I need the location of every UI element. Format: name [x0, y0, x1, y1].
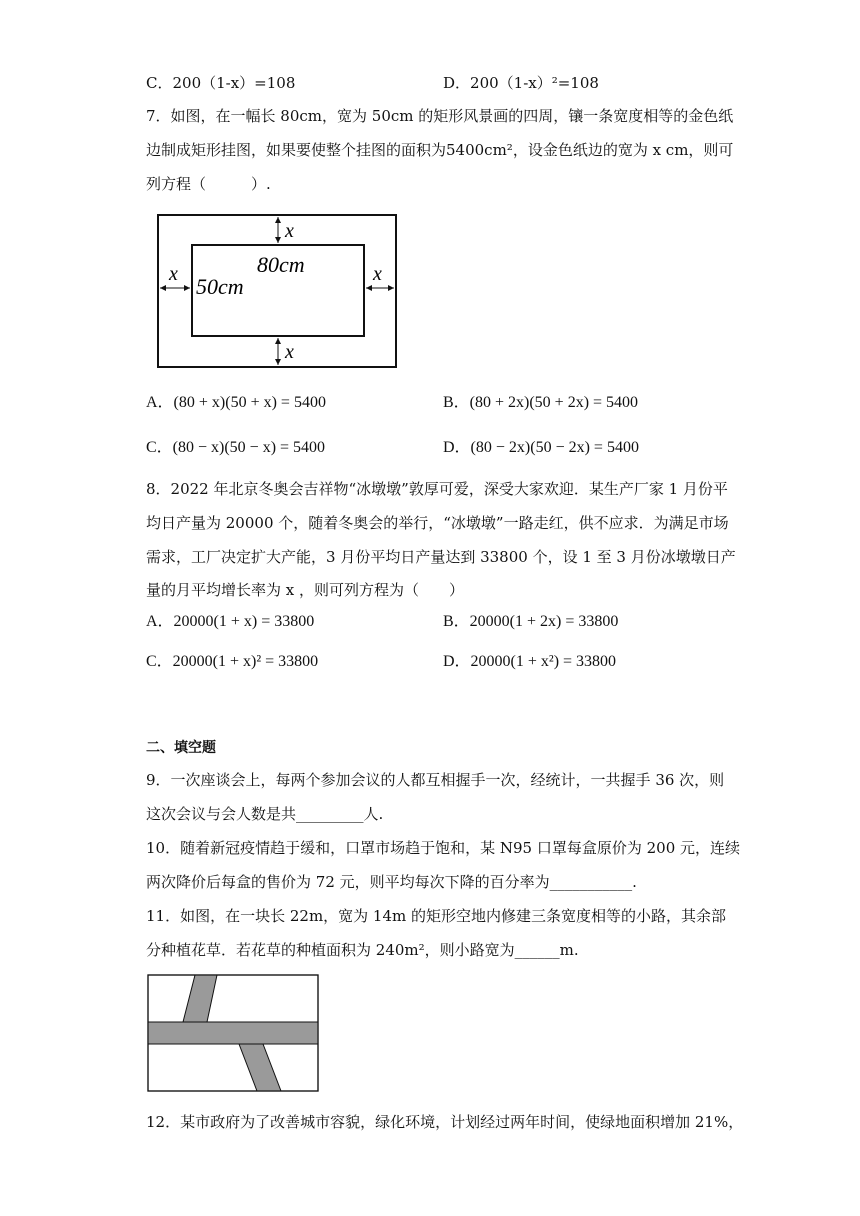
q12-text-line1: 12．某市政府为了改善城市容貌，绿化环境，计划经过两年时间，使绿地面积增加 21%， — [146, 1113, 744, 1131]
q11-road-figure — [147, 974, 319, 1092]
q7-option-d: D．(80 − 2x)(50 − 2x) = 5400 — [443, 439, 639, 456]
q7-fig-x-top: x — [285, 220, 294, 242]
q8-text-line3: 需求，工厂决定扩大产能，3 月份平均日产量达到 33800 个，设 1 至 3 月份冰墩墩日产 — [146, 548, 736, 566]
q7-fig-x-bottom: x — [285, 341, 294, 363]
q10-text-line2: 两次降价后每盒的售价为 72 元，则平均每次下降的百分率为___________. — [146, 873, 637, 891]
q7-option-b: B．(80 + 2x)(50 + 2x) = 5400 — [443, 394, 639, 411]
q7-option-a: A．(80 + x)(50 + x) = 5400 — [146, 394, 326, 411]
q9-text-line2: 这次会议与会人数是共_________人. — [146, 805, 384, 823]
q11-text-line1: 11．如图，在一块长 22m，宽为 14m 的矩形空地内修建三条宽度相等的小路，其余部 — [146, 907, 727, 925]
q8-option-b: B．20000(1 + 2x) = 33800 — [443, 613, 619, 630]
q7-text-line2: 边制成矩形挂图，如果要使整个挂图的面积为5400cm²，设金色纸边的宽为 x cm，则可 — [146, 141, 734, 159]
q7-fig-x-right: x — [373, 263, 382, 285]
section-title-fill-in: 二、填空题 — [146, 740, 216, 756]
q7-frame-figure — [155, 212, 400, 370]
q9-text-line1: 9．一次座谈会上，每两个参加会议的人都互相握手一次，经统计，一共握手 36 次，则 — [146, 771, 725, 789]
q7-text-line1: 7．如图，在一幅长 80cm，宽为 50cm 的矩形风景画的四周，镶一条宽度相等的金色纸 — [146, 107, 734, 125]
q7-option-c: C．(80 − x)(50 − x) = 5400 — [146, 439, 326, 456]
q7-fig-length-label: 80cm — [257, 252, 305, 277]
q11-text-line2: 分种植花草．若花草的种植面积为 240m²，则小路宽为______m. — [146, 941, 579, 959]
q8-option-a: A．20000(1 + x) = 33800 — [146, 613, 315, 630]
q8-text-line2: 均日产量为 20000 个，随着冬奥会的举行，“冰墩墩”一路走红，供不应求．为满足市场 — [146, 514, 729, 532]
q7-fig-width-label: 50cm — [196, 274, 244, 299]
q8-text-line4: 量的月平均增长率为 x ，则可列方程为（ ） — [146, 581, 464, 599]
q7-text-line3: 列方程（ ）. — [146, 175, 271, 193]
q7-fig-x-left: x — [169, 263, 178, 285]
q6-option-c: C．200（1-x）=108 — [146, 74, 296, 92]
q10-text-line1: 10．随着新冠疫情趋于缓和，口罩市场趋于饱和，某 N95 口罩每盒原价为 200 元，连续 — [146, 839, 741, 857]
q8-option-d: D．20000(1 + x²) = 33800 — [443, 653, 617, 670]
q6-option-d: D．200（1-x）²=108 — [443, 74, 599, 92]
q8-option-c: C．20000(1 + x)² = 33800 — [146, 653, 319, 670]
q8-text-line1: 8．2022 年北京冬奥会吉祥物“冰墩墩”敦厚可爱，深受大家欢迎．某生产厂家 1 月份平 — [146, 480, 728, 498]
